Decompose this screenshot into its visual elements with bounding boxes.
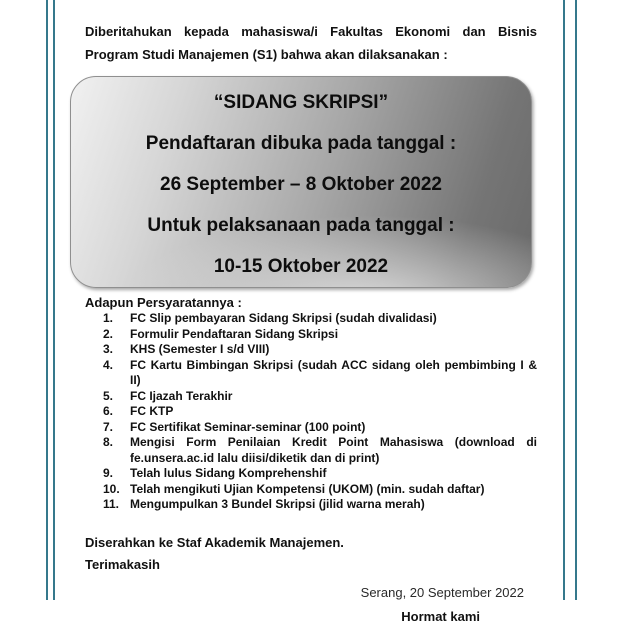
requirement-item bbox=[85, 466, 537, 482]
requirement-item bbox=[85, 311, 537, 327]
banner-execution-dates: 10-15 Oktober 2022 bbox=[213, 255, 389, 277]
date-line: Serang, 20 September 2022 bbox=[360, 584, 524, 600]
submission-note: Diserahkan ke Staf Akademik Manajemen. bbox=[85, 534, 344, 550]
banner-registration-dates: 26 September – 8 Oktober 2022 bbox=[160, 173, 442, 195]
requirement-number: 1. bbox=[103, 311, 114, 325]
requirement-item bbox=[85, 358, 537, 389]
requirement-item bbox=[85, 497, 537, 513]
requirement-text: Formulir Pendaftaran Sidang Skripsi bbox=[130, 326, 339, 341]
requirement-item bbox=[85, 389, 537, 405]
requirement-number: 5. bbox=[103, 388, 114, 403]
page-border-left-outer bbox=[46, 0, 48, 600]
banner-title: “SIDANG SKRIPSI” bbox=[213, 91, 389, 113]
requirement-number: 3. bbox=[103, 342, 114, 356]
requirement-number: 9. bbox=[103, 466, 114, 480]
requirement-number: 2. bbox=[103, 326, 114, 341]
document-content bbox=[85, 20, 537, 624]
requirement-item bbox=[85, 435, 537, 466]
requirement-text: FC Kartu Bimbingan Skripsi (sudah ACC sidang oleh pembimbing I & II) bbox=[130, 357, 537, 387]
requirement-number: 6. bbox=[103, 404, 114, 418]
requirement-number: 8. bbox=[103, 435, 114, 449]
requirement-number: 7. bbox=[103, 419, 114, 434]
requirement-item bbox=[85, 327, 537, 343]
requirement-text: Mengisi Form Penilaian Kredit Point Mahasiswa (download di fe.unsera.ac.id lalu diisi/diketik dan di print) bbox=[130, 435, 537, 465]
requirement-text: FC Ijazah Terakhir bbox=[130, 388, 233, 403]
requirement-number: 10. bbox=[103, 481, 120, 496]
requirement-item bbox=[85, 404, 537, 420]
requirements-list bbox=[85, 311, 537, 513]
requirement-number: 4. bbox=[103, 357, 114, 372]
requirement-text: Telah lulus Sidang Komprehenshif bbox=[130, 466, 327, 480]
requirement-text: FC KTP bbox=[130, 404, 174, 418]
requirement-item bbox=[85, 482, 537, 498]
page-border-left-inner bbox=[53, 0, 55, 600]
banner-registration-label: Pendaftaran dibuka pada tanggal : bbox=[145, 132, 457, 154]
requirement-item bbox=[85, 342, 537, 358]
requirement-number: 11. bbox=[103, 497, 120, 511]
requirement-item bbox=[85, 420, 537, 436]
page-border-right-inner bbox=[563, 0, 565, 600]
requirement-text: Telah mengikuti Ujian Kompetensi (UKOM) (min. sudah daftar) bbox=[130, 481, 485, 496]
requirement-text: FC Slip pembayaran Sidang Skripsi (sudah divalidasi) bbox=[130, 311, 437, 325]
requirement-text: Mengumpulkan 3 Bundel Skripsi (jilid warna merah) bbox=[130, 497, 425, 511]
requirement-text: KHS (Semester I s/d VIII) bbox=[130, 342, 270, 356]
requirements-title: Adapun Persyaratannya : bbox=[85, 295, 242, 310]
signoff-line-clipped: Hormat kami bbox=[401, 608, 480, 624]
intro-paragraph: Diberitahukan kepada mahasiswa/i Fakultas Ekonomi dan Bisnis Program Studi Manajemen (S1) bahwa akan dilaksanakan : bbox=[85, 24, 537, 62]
thanks-note: Terimakasih bbox=[85, 556, 160, 572]
announcement-banner bbox=[70, 76, 532, 288]
page-border-right-outer bbox=[575, 0, 577, 600]
requirement-text: FC Sertifikat Seminar-seminar (100 point) bbox=[130, 419, 366, 434]
banner-execution-label: Untuk pelaksanaan pada tanggal : bbox=[147, 214, 455, 236]
